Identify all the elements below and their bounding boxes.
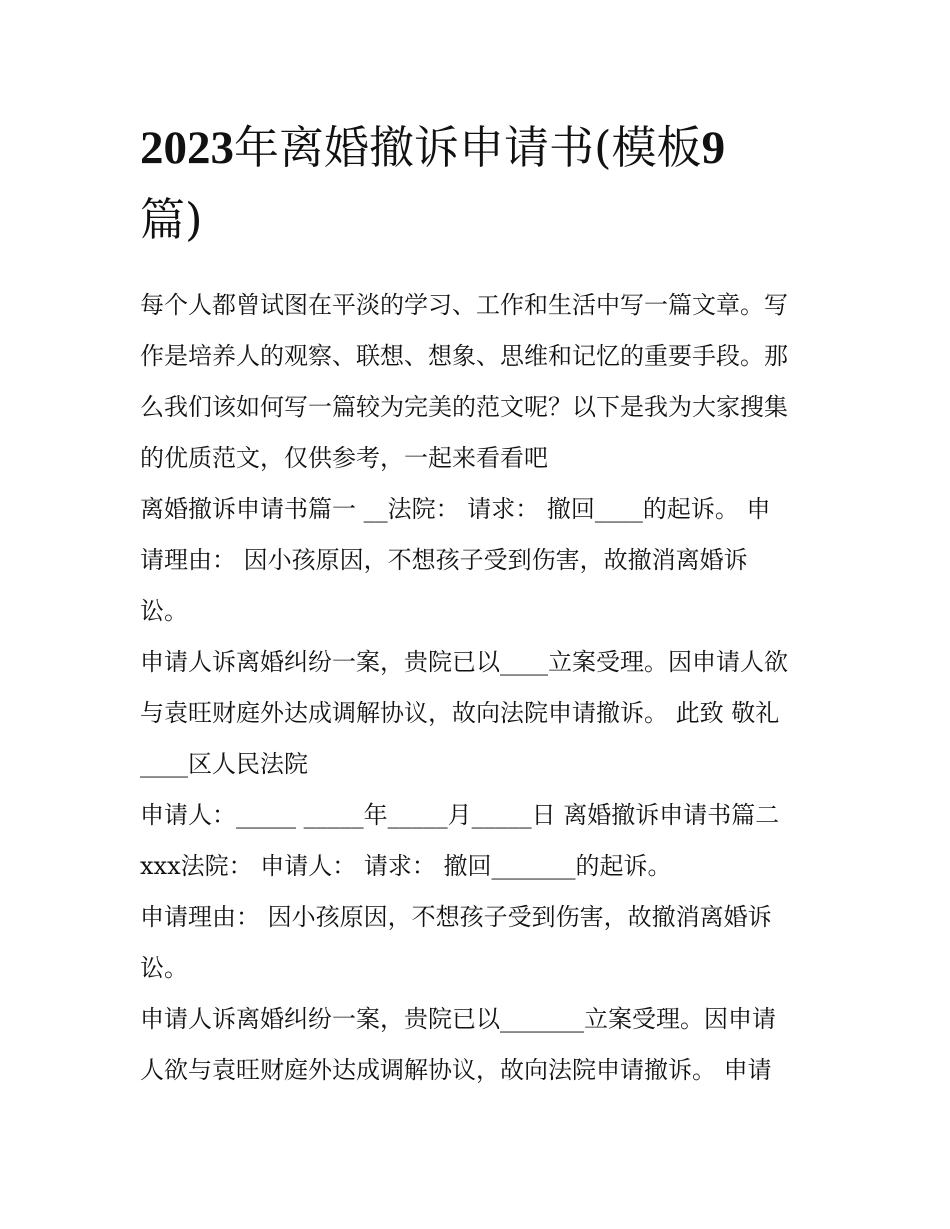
text-line: 申请人诉离婚纠纷一案，贵院已以_______立案受理。因申请 bbox=[140, 1005, 776, 1033]
intro-paragraph bbox=[140, 280, 830, 484]
text-line: 么我们该如何写一篇较为完美的范文呢？以下是我为大家搜集 bbox=[140, 393, 788, 421]
text-line: 人欲与袁旺财庭外达成调解协议，故向法院申请撤诉。 申请 bbox=[140, 1056, 772, 1084]
text-line: 离婚撤诉申请书篇一 __法院： 请求： 撤回____的起诉。 申 bbox=[140, 495, 771, 523]
text-line: 申请理由： 因小孩原因，不想孩子受到伤害，故撤消离婚诉 bbox=[140, 903, 772, 931]
text-line: 申请人：_____ _____年_____月_____日 离婚撤诉申请书篇二 bbox=[140, 801, 780, 829]
text-line: ____区人民法院 bbox=[140, 750, 308, 778]
text-line: 讼。 bbox=[140, 954, 188, 982]
text-line: 的优质范文，仅供参考，一起来看看吧 bbox=[140, 444, 548, 472]
text-line: 与袁旺财庭外达成调解协议，故向法院申请撤诉。 此致 敬礼 bbox=[140, 699, 780, 727]
title-count: 9 bbox=[701, 122, 726, 174]
text-line: 请理由： 因小孩原因，不想孩子受到伤害，故撤消离婚诉 bbox=[140, 546, 748, 574]
case-paragraph bbox=[140, 637, 830, 790]
title-year: 2023 bbox=[140, 122, 234, 174]
text-line: 作是培养人的观察、联想、想象、思维和记忆的重要手段。那 bbox=[140, 342, 788, 370]
text-line: 讼。 bbox=[140, 597, 188, 625]
section-one-paragraph bbox=[140, 484, 830, 637]
title-text: 年离婚撤诉申请书(模板 bbox=[234, 121, 702, 174]
text-line: 申请人诉离婚纠纷一案，贵院已以____立案受理。因申请人欲 bbox=[140, 648, 788, 676]
document-title bbox=[140, 112, 820, 256]
signature-paragraph bbox=[140, 790, 830, 892]
reason-paragraph bbox=[140, 892, 830, 994]
document-body bbox=[140, 280, 830, 1096]
case-paragraph-two bbox=[140, 994, 830, 1096]
text-line: 每个人都曾试图在平淡的学习、工作和生活中写一篇文章。写 bbox=[140, 291, 788, 319]
title-suffix: 篇) bbox=[140, 193, 203, 246]
text-line: xxx法院： 申请人： 请求： 撤回_______的起诉。 bbox=[140, 852, 672, 880]
